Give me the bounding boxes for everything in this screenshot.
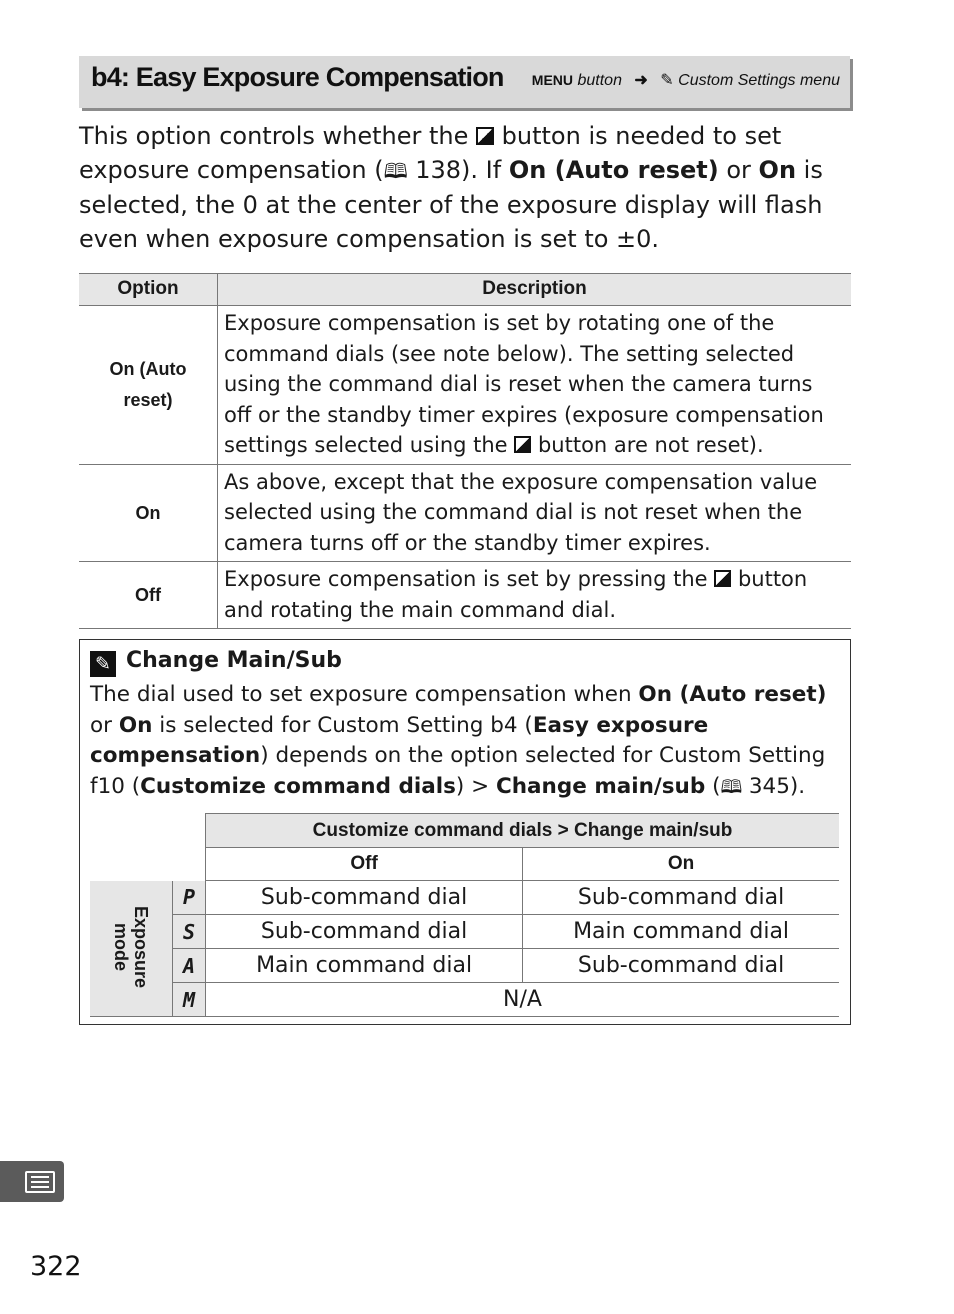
- menu-name: Custom Settings menu: [678, 72, 840, 89]
- note-text: ) >: [455, 773, 496, 799]
- note-text: (: [705, 773, 721, 799]
- dials-header-row: [90, 814, 839, 848]
- dials-table: [90, 813, 839, 1017]
- note-bold: Easy exposure compensation: [90, 712, 709, 768]
- description-text: Exposure compensation is set by pressing the: [224, 567, 715, 591]
- exposure-mode-label: [90, 881, 173, 1017]
- row-group-label-line: mode: [111, 923, 132, 972]
- option-name: On (Auto reset): [79, 306, 218, 465]
- description-text: Exposure compensation is set by rotating one of the command dials (see note below). The setting selected using the command dial is reset when the camera turns off or the standby timer expires (exposure compensation settings selected using the: [224, 311, 824, 457]
- section-tab[interactable]: [0, 1161, 64, 1202]
- description-text: As above, except that the exposure compensation value selected using the command dial is not reset when the camera turns off or the standby timer expires.: [224, 469, 818, 555]
- exposure-compensation-icon: [476, 127, 494, 145]
- table-row: [90, 949, 839, 983]
- row-group-label-line: Exposure: [131, 906, 152, 989]
- column-header-on: On: [523, 848, 839, 881]
- table-cell: Sub-command dial: [523, 881, 839, 915]
- exposure-compensation-icon: [714, 570, 731, 587]
- table-row: [79, 464, 851, 562]
- section-header: [79, 56, 850, 108]
- menu-path: [532, 70, 840, 90]
- note-text: ) depends on the option selected for Custom Setting f10 (: [90, 743, 826, 799]
- empty-corner: [90, 848, 206, 881]
- column-header: Description: [218, 274, 852, 306]
- table-cell: Sub-command dial: [523, 949, 839, 983]
- exposure-compensation-icon: [514, 436, 531, 453]
- note-title: Change Main/Sub: [126, 648, 342, 673]
- note-bold: Customize command dials: [140, 773, 456, 799]
- button-word: button: [577, 72, 622, 89]
- note-text: The dial used to set exposure compensation when: [90, 682, 639, 707]
- row-group-label: [111, 906, 151, 988]
- option-description: [218, 464, 852, 562]
- menu-button-label: MENU: [531, 72, 574, 88]
- book-icon: 🕮: [383, 159, 408, 183]
- note-bold: On (Auto reset): [638, 682, 827, 707]
- note-body: [90, 680, 840, 803]
- table-cell: Main command dial: [523, 915, 839, 949]
- section-title: b4: Easy Exposure Compensation: [91, 62, 504, 92]
- mode-letter: A: [173, 949, 206, 983]
- intro-text: This option controls whether the: [79, 122, 477, 150]
- empty-corner: [90, 814, 206, 848]
- note-pencil-icon: ✎: [90, 651, 116, 677]
- table-cell: Sub-command dial: [206, 881, 523, 915]
- note-box: [79, 639, 851, 1025]
- intro-paragraph: [79, 119, 854, 256]
- note-heading: [90, 648, 342, 677]
- description-text: button are not reset).: [531, 433, 764, 457]
- table-row: [90, 983, 839, 1017]
- note-text: is selected for Custom Setting b4 (: [152, 712, 533, 738]
- pencil-icon: ✎: [660, 72, 674, 89]
- note-text: 345).: [742, 773, 806, 799]
- note-bold: On: [118, 712, 153, 738]
- mode-letter: P: [173, 881, 206, 915]
- table-cell: Main command dial: [206, 949, 523, 983]
- intro-text: button is needed to set exposure compensation (: [79, 122, 782, 184]
- table-row: [90, 915, 839, 949]
- intro-text: is selected, the 0 at the center of the exposure display will flash even when exposure compensation is set to ±0.: [79, 156, 823, 253]
- dials-table-title: Customize command dials > Change main/sub: [206, 814, 839, 848]
- dials-subheader-row: [90, 848, 839, 881]
- table-row: [79, 562, 851, 629]
- intro-text: or: [718, 156, 759, 184]
- note-bold: Change main/sub: [495, 773, 706, 799]
- mode-letter: S: [173, 915, 206, 949]
- table-row: [79, 306, 851, 465]
- mode-letter: M: [173, 983, 206, 1017]
- column-header: Option: [79, 274, 218, 306]
- table-cell: Sub-command dial: [206, 915, 523, 949]
- table-row: [90, 881, 839, 915]
- page-number: 322: [30, 1251, 82, 1282]
- options-table: [79, 273, 851, 629]
- table-header-row: [79, 274, 851, 306]
- option-description: [218, 306, 852, 465]
- menu-list-icon: [25, 1171, 55, 1193]
- option-name: On: [79, 464, 218, 562]
- intro-bold: On (Auto reset): [508, 156, 719, 184]
- option-description: [218, 562, 852, 629]
- book-icon: 🕮: [720, 776, 743, 798]
- column-header-off: Off: [206, 848, 523, 881]
- description-text: button and rotating the main command dial.: [224, 567, 808, 622]
- intro-bold: On: [758, 156, 797, 184]
- arrow-icon: ➜: [634, 72, 648, 89]
- note-text: or: [90, 712, 119, 738]
- option-name: Off: [79, 562, 218, 629]
- intro-text: 138). If: [407, 156, 509, 184]
- table-cell: N/A: [206, 983, 839, 1017]
